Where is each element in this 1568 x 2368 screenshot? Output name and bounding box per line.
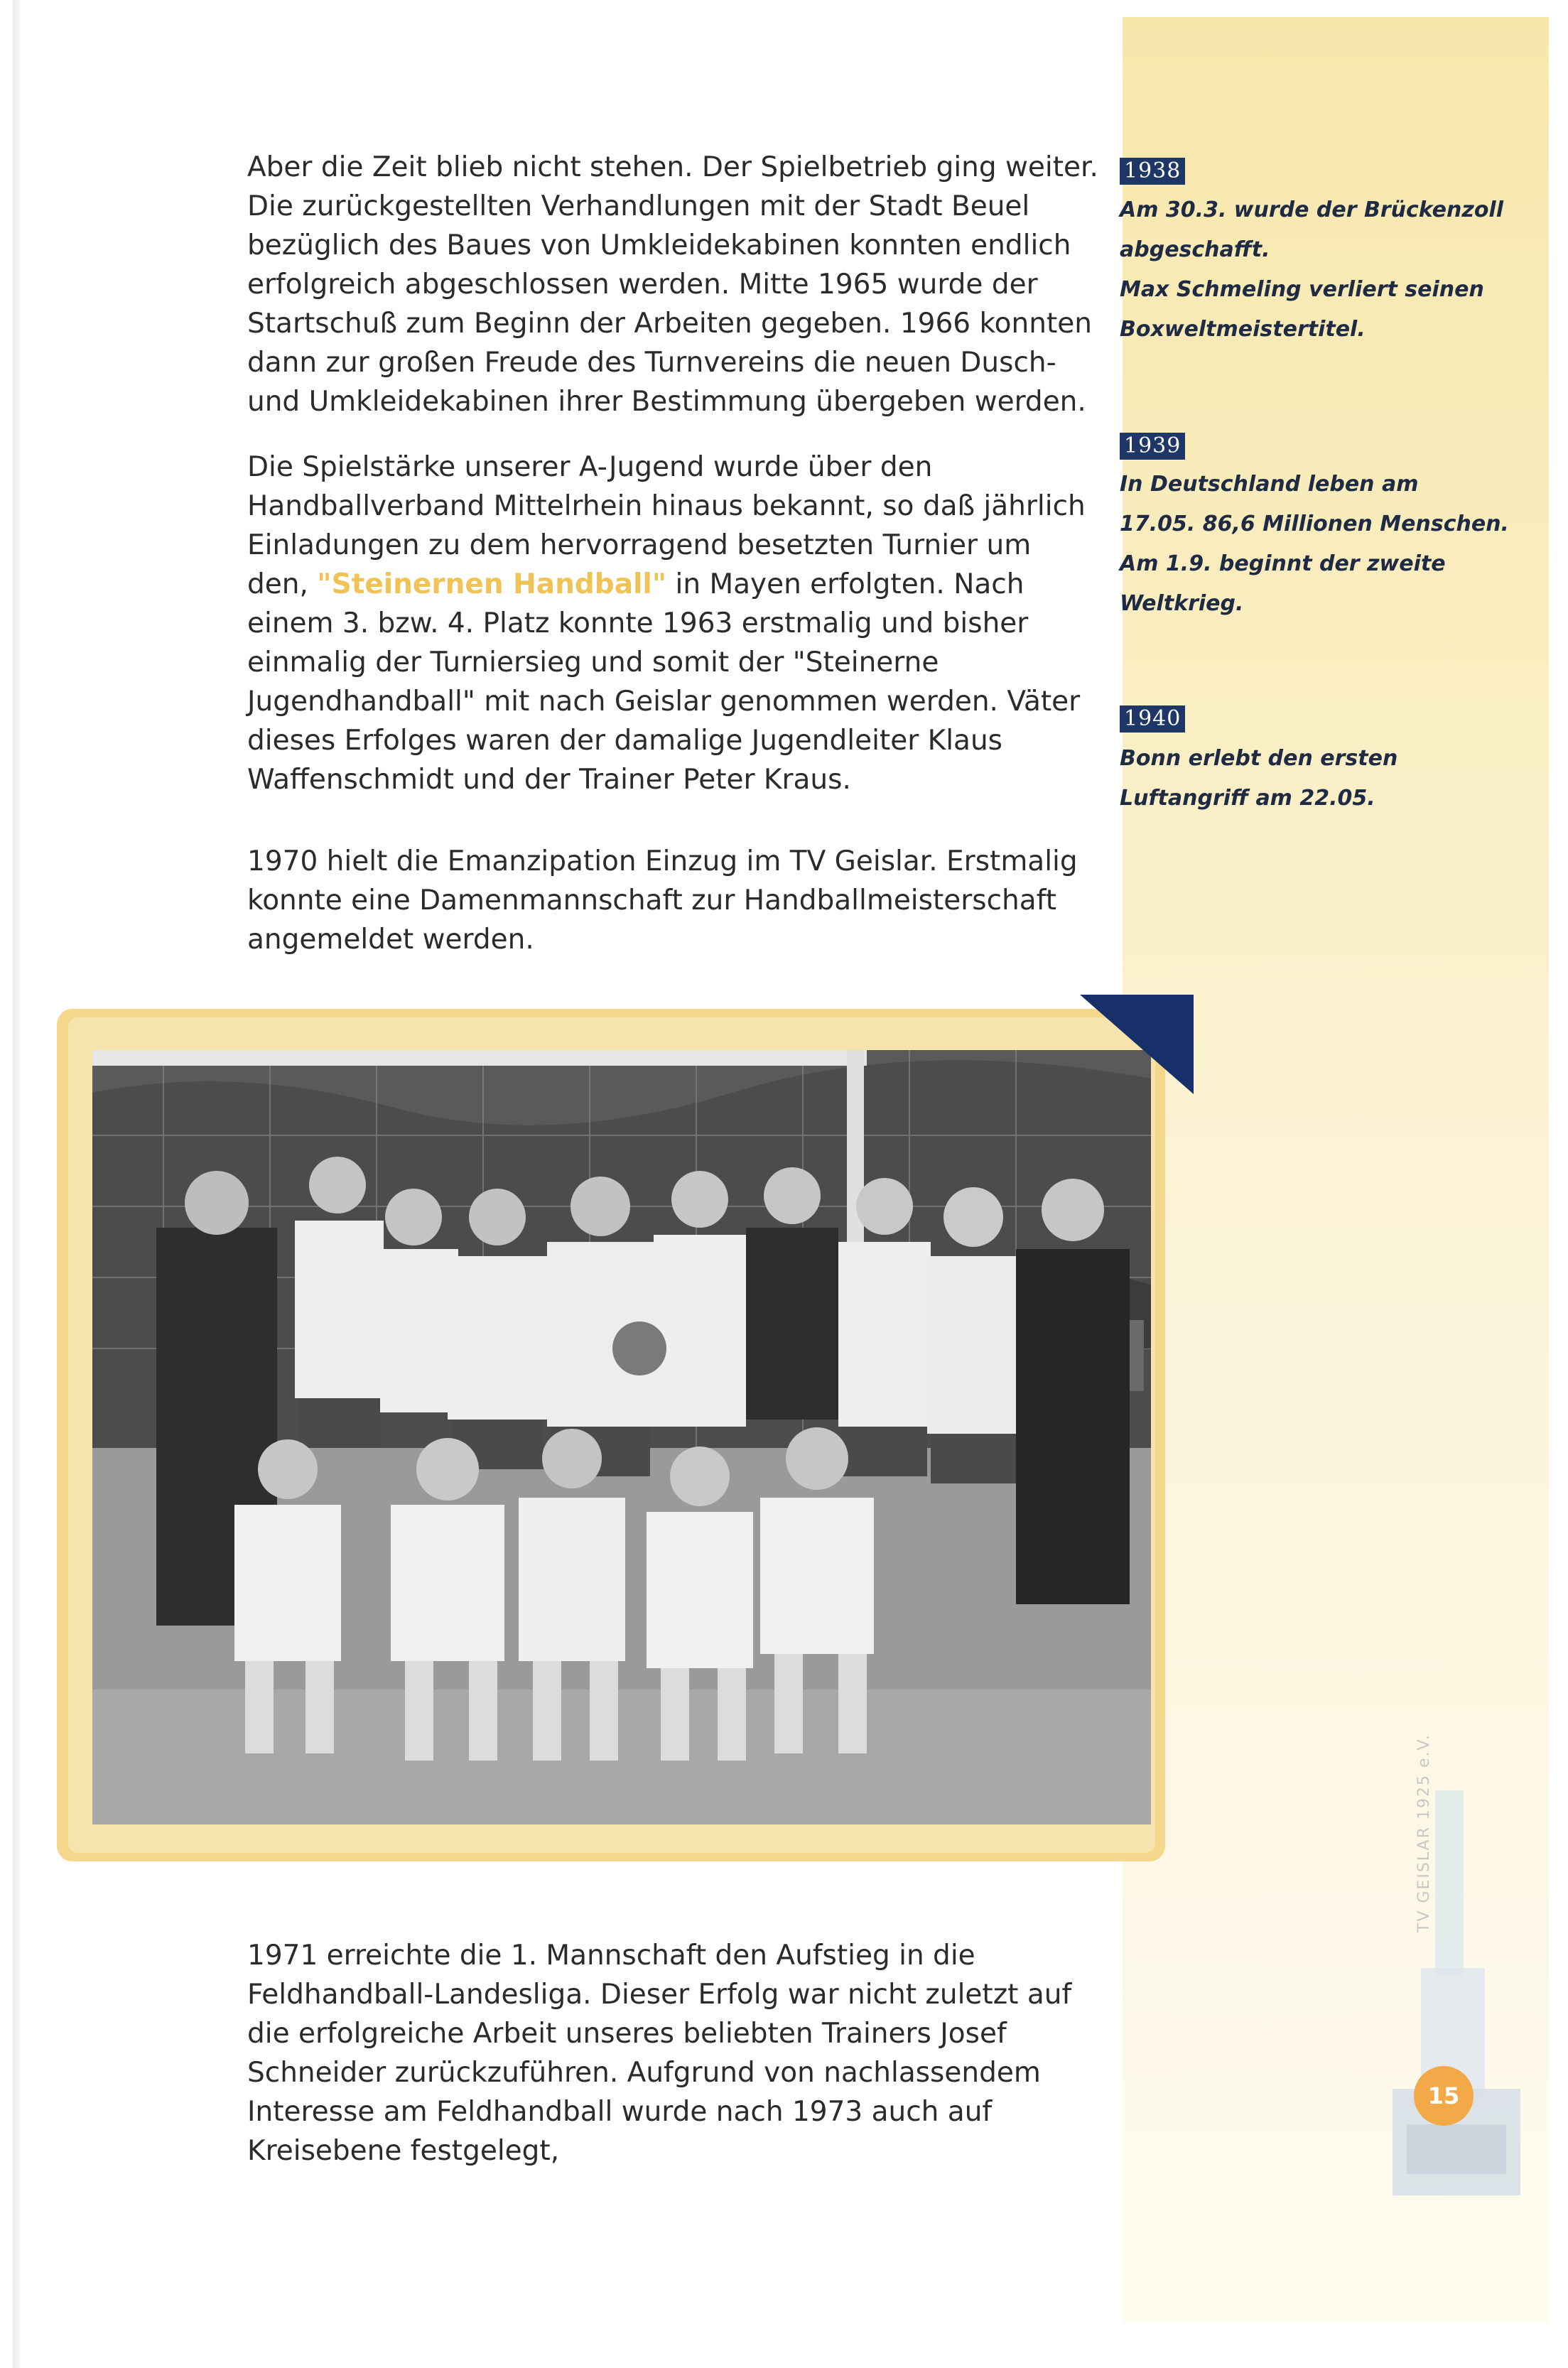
club-vertical-label: TV GEISLAR 1925 e.V. bbox=[1415, 1734, 1433, 1932]
steinerner-handball-highlight: "Steinernen Handball" bbox=[317, 568, 667, 600]
paragraph-umkleidekabinen: Aber die Zeit blieb nicht stehen. Der Spielbetrieb ging weiter. Die zurückgestellten Verhandlungen mit der Stadt Beuel bezüglich des Baues von Umkleidekabinen konnten endlich erfolgreich abgeschlossen werden. Mitte 1965 wurde der Startschuß zum Beginn der Arbeiten gegeben. 1966 konnten dann zur großen Freude des Turnvereins die neuen Dusch- und Umkleidekabinen ihrer Bestimmung übergeben werden. bbox=[247, 151, 1098, 418]
paragraph-a-jugend bbox=[247, 448, 1100, 799]
timeline-line: Boxweltmeistertitel. bbox=[1120, 317, 1366, 342]
page-number: 15 bbox=[1414, 2066, 1474, 2126]
corner-triangle-icon bbox=[1080, 995, 1194, 1094]
timeline-text-1938 bbox=[1120, 190, 1518, 350]
timeline-text-1940 bbox=[1120, 739, 1518, 818]
timeline-line: Max Schmeling verliert seinen bbox=[1120, 277, 1484, 302]
paragraph-landesliga: 1971 erreichte die 1. Mannschaft den Aufstieg in die Feldhandball-Landesliga. Dieser Erfolg war nicht zuletzt auf die erfolgreiche Arbeit unseres beliebten Trainers Josef Schneider zurückzuführen. Aufgrund von nachlassendem Interesse am Feldhandball wurde nach 1973 auch auf Kreisebene festgelegt, bbox=[247, 1940, 1072, 2167]
timeline-line: 17.05. 86,6 Millionen Menschen. bbox=[1120, 512, 1509, 536]
timeline-line: Weltkrieg. bbox=[1120, 591, 1244, 616]
timeline-line: Luftangriff am 22.05. bbox=[1120, 786, 1375, 811]
page-edge-shadow bbox=[13, 0, 20, 2368]
paragraph-damenmannschaft: 1970 hielt die Emanzipation Einzug im TV Geislar. Erstmalig konnte eine Damenmannschaft zur Handballmeisterschaft angemeldet werden. bbox=[247, 845, 1078, 956]
timeline-year-1938: 1938 bbox=[1120, 158, 1185, 185]
timeline-text-1939 bbox=[1120, 465, 1518, 624]
paragraph-a-jugend-text-1: Die Spielstärke unserer A-Jugend wurde über den Handballverband Mittelrhein hinaus bekannt, so daß jährlich Einladungen zu dem hervorragend besetzten Turnier um den, bbox=[247, 451, 1086, 600]
timeline-line: abgeschafft. bbox=[1120, 237, 1270, 262]
timeline-line: In Deutschland leben am bbox=[1120, 472, 1419, 497]
timeline-line: Bonn erlebt den ersten bbox=[1120, 746, 1398, 771]
handball-statue-watermark-icon bbox=[1378, 1790, 1535, 2217]
team-photo-illustration bbox=[92, 1050, 1151, 1824]
team-photo bbox=[92, 1050, 1151, 1824]
timeline-year-1940: 1940 bbox=[1120, 705, 1185, 732]
paragraph-a-jugend-text-2: in Mayen erfolgten. Nach einem 3. bzw. 4. Platz konnte 1963 erstmalig und bisher einmalig der Turniersieg und somit der "Steinerne Jugendhandball" mit nach Geislar genommen werden. Väter dieses Erfolges waren der damalige Jugendleiter Klaus Waffenschmidt und der Trainer Peter Kraus. bbox=[247, 568, 1081, 796]
timeline-line: Am 1.9. beginnt der zweite bbox=[1120, 551, 1446, 576]
timeline-year-1939: 1939 bbox=[1120, 433, 1185, 460]
timeline-line: Am 30.3. wurde der Brückenzoll bbox=[1120, 198, 1503, 222]
